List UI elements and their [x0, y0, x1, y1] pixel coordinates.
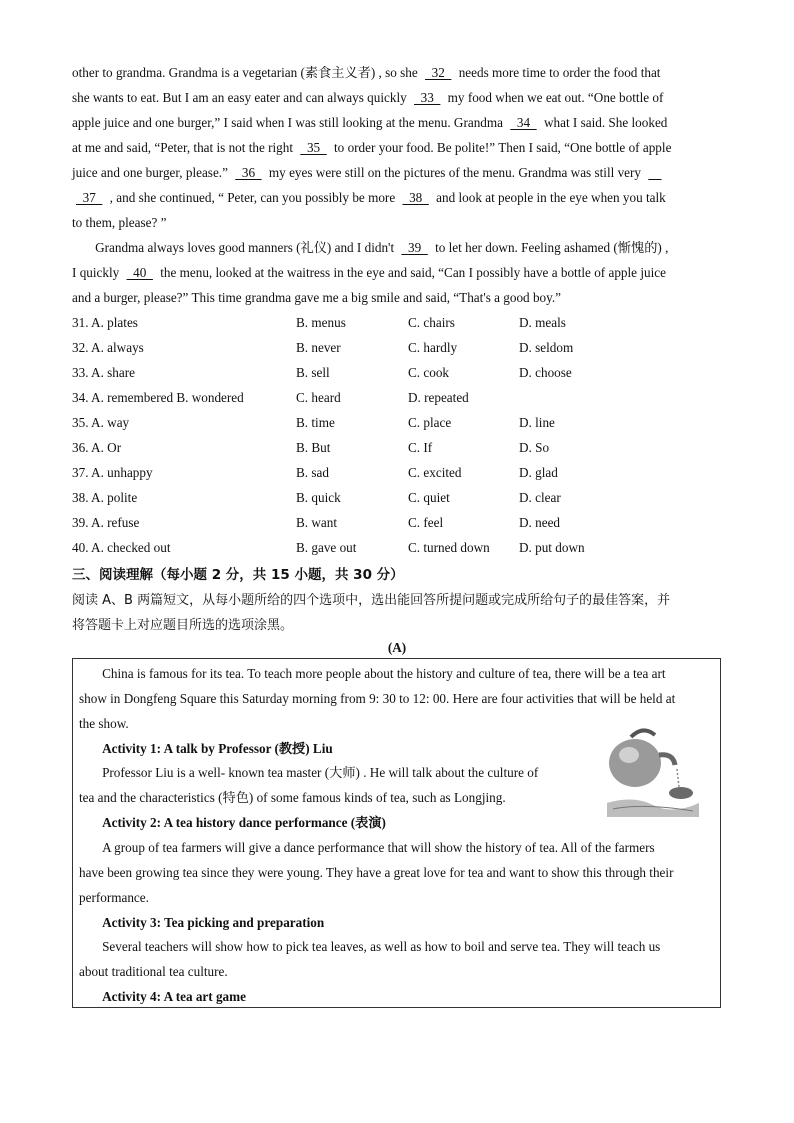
passage-text: to them, please? ”: [72, 215, 167, 230]
option-item: D. repeated: [408, 390, 469, 405]
passage-text: my eyes were still on the pictures of the menu. Grandma was still very: [265, 165, 645, 180]
blank: [644, 163, 665, 183]
passage-a-line: show in Dongfeng Square this Saturday morning from 9: 30 to 12: 00. Here are four activities that will be held at: [79, 690, 676, 706]
option-item: C. chairs: [408, 315, 455, 330]
option-item: D. seldom: [519, 340, 574, 355]
passage-text: other to grandma. Grandma is a vegetarian (素食主义者) , so she: [72, 65, 422, 80]
blank: 34: [510, 115, 537, 130]
passage-a-line: performance.: [79, 889, 149, 905]
option-item: C. cook: [408, 365, 450, 380]
passage-a-line: Several teachers will show how to pick tea leaves, as well as how to boil and serve tea. They will teach us: [79, 939, 661, 955]
option-item: D. choose: [519, 365, 572, 380]
option-item: B. But: [296, 440, 331, 455]
passage-text: and a burger, please?” This time grandma gave me a big smile and said, “That's a good boy.”: [72, 290, 562, 305]
passage-line: [72, 213, 166, 233]
option-item: B. gave out: [296, 540, 357, 555]
passage-line: [72, 288, 561, 308]
option-item: C. turned down: [408, 540, 490, 555]
option-item: 32. A. always: [72, 340, 144, 355]
blank: 35: [300, 140, 327, 155]
activity-heading: Activity 4: A tea art game: [79, 989, 246, 1005]
passage-a-line: the show.: [79, 715, 129, 731]
passage-a-line: have been growing tea since they were young. They have a great love for tea and want to show this through their: [79, 864, 674, 880]
passage-text: what I said. She looked: [540, 115, 668, 130]
option-item: D. glad: [519, 465, 558, 480]
option-item: 38. A. polite: [72, 490, 138, 505]
option-item: 33. A. share: [72, 365, 135, 380]
option-item: D. meals: [519, 315, 566, 330]
passage-line: [72, 163, 666, 183]
activity-heading: Activity 3: Tea picking and preparation: [79, 914, 325, 930]
passage-line: [72, 113, 667, 133]
passage-line: [72, 138, 671, 158]
passage-line: [72, 88, 663, 108]
section-title: 三、阅读理解（每小题 2 分，共 15 小题，共 30 分）: [72, 567, 404, 583]
blank: 32: [425, 65, 452, 80]
option-item: 36. A. Or: [72, 440, 122, 455]
option-item: D. clear: [519, 490, 561, 505]
blank: 39: [401, 240, 428, 255]
passage-a-line: China is famous for its tea. To teach more people about the history and culture of tea, there will be a tea art: [79, 666, 666, 681]
option-item: B. sad: [296, 465, 329, 480]
passage-a-line: Professor Liu is a well- known tea master (大师) . He will talk about the culture of: [79, 765, 539, 781]
option-item: D. line: [519, 415, 555, 430]
option-item: C. quiet: [408, 490, 450, 505]
passage-text: juice and one burger, please.”: [72, 165, 232, 180]
option-item: 40. A. checked out: [72, 540, 171, 555]
passage-a-box: [72, 658, 721, 1008]
option-item: C. hardly: [408, 340, 458, 355]
passage-text: at me and said, “Peter, that is not the right: [72, 140, 297, 155]
passage-a-line: about traditional tea culture.: [79, 964, 228, 980]
passage-text: my food when we eat out. “One bottle of: [444, 90, 664, 105]
passage-a-line: A group of tea farmers will give a dance performance that will show the history of tea. All of the farmers: [79, 839, 655, 855]
blank: 33: [414, 90, 441, 105]
blank: 40: [126, 265, 153, 280]
activity-heading: Activity 1: A talk by Professor (教授) Liu: [79, 740, 333, 756]
passage-line: [72, 63, 660, 83]
option-item: B. never: [296, 340, 341, 355]
instructions-line-2: 将答题卡上对应题目所选的选项涂黑。: [72, 618, 294, 633]
passage-a-label: (A): [387, 640, 407, 655]
passage-text: Grandma always loves good manners (礼仪) and I didn't: [72, 240, 398, 255]
blank: 37: [76, 190, 103, 205]
option-item: C. feel: [408, 515, 444, 530]
option-item: D. put down: [519, 540, 585, 555]
passage-line: [72, 188, 666, 208]
option-item: 37. A. unhappy: [72, 465, 153, 480]
passage-text: the menu, looked at the waitress in the eye and said, “Can I possibly have a bottle of apple juice: [156, 265, 666, 280]
option-item: 35. A. way: [72, 415, 130, 430]
passage-line: [72, 263, 666, 283]
passage-line: [72, 238, 668, 258]
option-item: B. quick: [296, 490, 341, 505]
passage-text: needs more time to order the food that: [455, 65, 661, 80]
option-item: B. time: [296, 415, 335, 430]
activity-heading: Activity 2: A tea history dance performance (表演): [79, 815, 386, 831]
option-item: 34. A. remembered B. wondered: [72, 390, 244, 405]
option-item: C. If: [408, 440, 433, 455]
passage-a-line: tea and the characteristics (特色) of some famous kinds of tea, such as Longjing.: [79, 790, 506, 806]
passage-text: , and she continued, “ Peter, can you possibly be more: [106, 190, 399, 205]
option-item: D. need: [519, 515, 561, 530]
passage-text: to order your food. Be polite!” Then I said, “One bottle of apple: [330, 140, 672, 155]
blank: 38: [402, 190, 429, 205]
option-item: B. want: [296, 515, 338, 530]
option-item: 39. A. refuse: [72, 515, 140, 530]
teapot-illustration: [603, 725, 703, 821]
passage-text: to let her down. Feeling ashamed (惭愧的) ,: [431, 240, 669, 255]
instructions-line-1: 阅读 A、B 两篇短文，从每小题所给的四个选项中，选出能回答所提问题或完成所给句子的最佳答案，并: [72, 593, 671, 608]
passage-text: she wants to eat. But I am an easy eater and can always quickly: [72, 90, 410, 105]
passage-text: I quickly: [72, 265, 123, 280]
option-item: C. place: [408, 415, 452, 430]
option-item: B. menus: [296, 315, 346, 330]
option-item: 31. A. plates: [72, 315, 138, 330]
passage-text: apple juice and one burger,” I said when I was still looking at the menu. Grandma: [72, 115, 507, 130]
blank: 36: [235, 165, 262, 180]
option-item: B. sell: [296, 365, 330, 380]
passage-text: and look at people in the eye when you talk: [432, 190, 666, 205]
option-item: C. excited: [408, 465, 462, 480]
option-item: C. heard: [296, 390, 341, 405]
option-item: D. So: [519, 440, 550, 455]
